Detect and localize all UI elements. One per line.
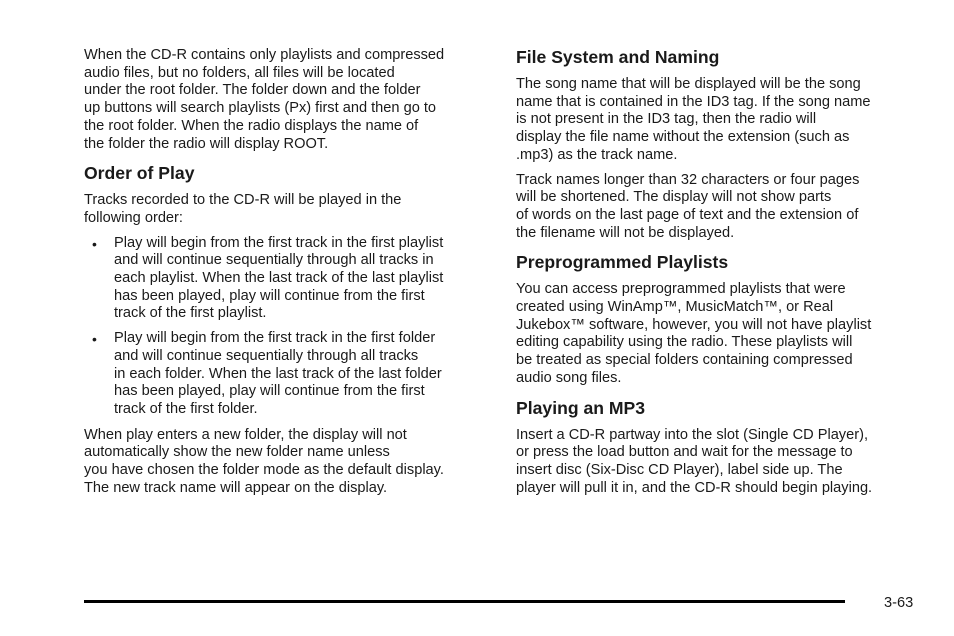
- right-column: [516, 47, 921, 504]
- list-item-text: Play will begin from the first track in the first folder and will continue sequentially through all tracks in each folder. When the last track of the last folder has been played, play will continue from the first track of the first folder.: [114, 330, 442, 417]
- file-system-heading: File System and Naming: [516, 47, 720, 67]
- page-number: 3-63: [884, 595, 914, 611]
- intro-paragraph: When the CD-R contains only playlists and compressed audio files, but no folders, all files will be located under the root folder. The folder down and the folder up buttons will search playlists (Px) first and then go to the root folder. When the radio displays the name of the folder the radio will display ROOT.: [84, 47, 445, 152]
- preprogrammed-playlists-heading: Preprogrammed Playlists: [516, 252, 729, 273]
- new-folder-paragraph: When play enters a new folder, the display will not automatically show the new folder name unless you have chosen the folder mode as the default display. The new track name will appear on the display.: [84, 426, 444, 496]
- playing-mp3-heading: Playing an MP3: [516, 397, 646, 418]
- list-item: [84, 235, 494, 324]
- play-order-list: [84, 235, 494, 419]
- footer-rule: [84, 600, 845, 603]
- list-item-text: Play will begin from the first track in the first playlist and will continue sequentially through all tracks in each playlist. When the last track of the last playlist has been played, play will continue from the first track of the first playlist.: [114, 234, 444, 322]
- order-intro-paragraph: Tracks recorded to the CD-R will be played in the following order:: [84, 192, 402, 226]
- preprogrammed-playlists-paragraph: You can access preprogrammed playlists that were created using WinAmp™, MusicMatch™, or Real Jukebox™ software, however, you will not have playlist editing capability using the radio. These playlists will be treated as special folders containing compressed audio song files.: [516, 281, 872, 386]
- playing-mp3-paragraph: Insert a CD-R partway into the slot (Single CD Player), or press the load button and wait for the message to insert disc (Six-Disc CD Player), label side up. The player will pull it in, and the CD-R should begin playing.: [516, 426, 873, 496]
- left-column: [84, 47, 494, 504]
- file-system-paragraph-2: Track names longer than 32 characters or four pages will be shortened. The display will not show parts of words on the last page of text and the extension of the filename will not be displayed.: [516, 171, 860, 241]
- bullet-icon: •: [92, 235, 97, 252]
- order-of-play-heading: Order of Play: [84, 163, 195, 184]
- bullet-icon: •: [92, 331, 97, 348]
- file-system-paragraph-1: The song name that will be displayed will be the song name that is contained in the ID3 tag. If the song name is not present in the ID3 tag, then the radio will display the file name without the extension (such as .mp3) as the track name.: [516, 76, 871, 163]
- list-item: [84, 330, 494, 419]
